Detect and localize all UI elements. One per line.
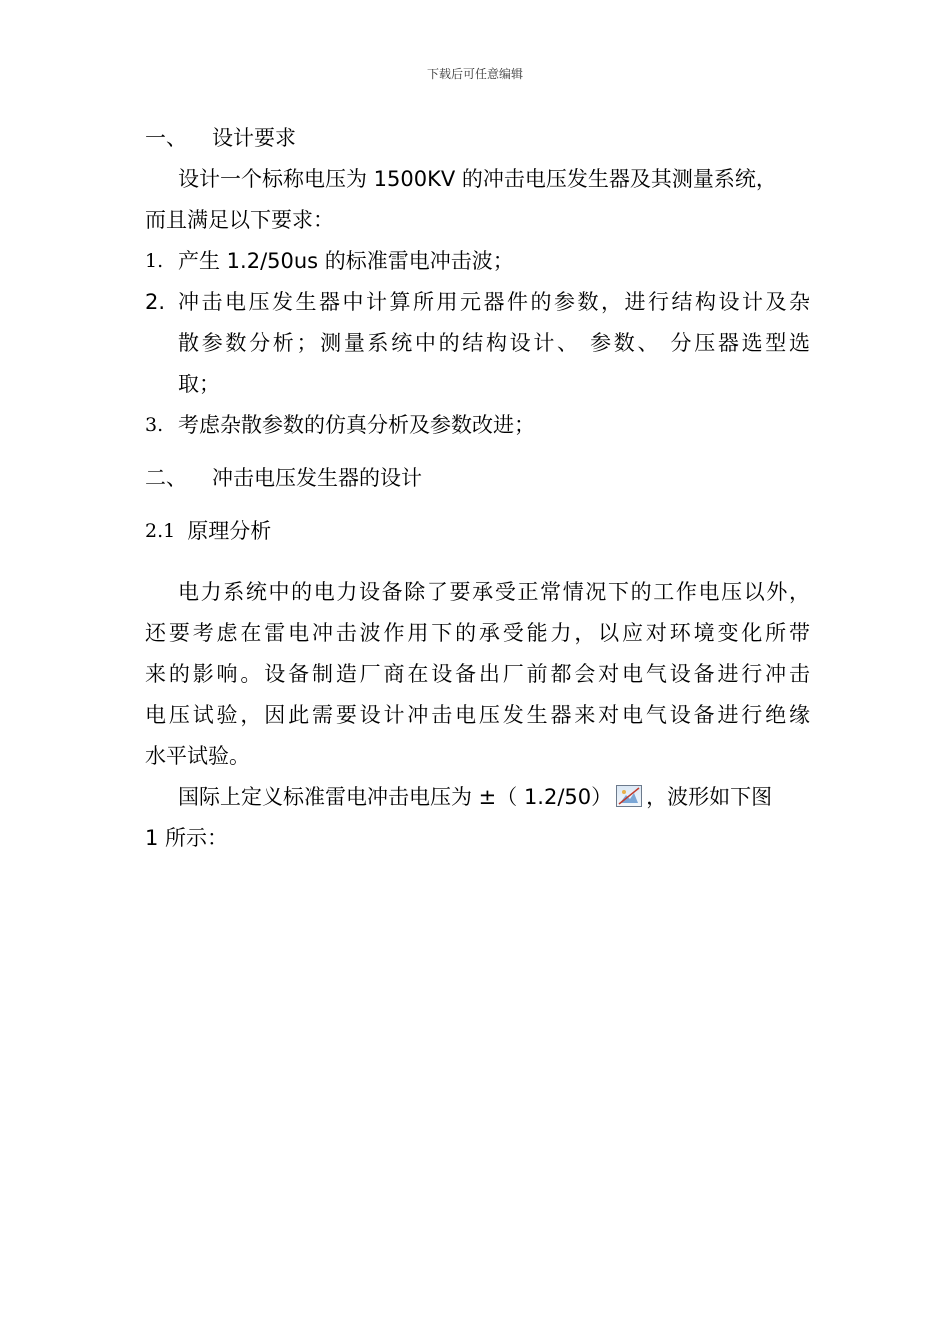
subsection-heading — [145, 511, 810, 552]
paragraph-line: 还要考虑在雷电冲击波作用下的承受能力，以应对环境变化所带 — [145, 621, 810, 645]
document-body — [145, 118, 810, 859]
subsection-title: 原理分析 — [187, 519, 272, 543]
subsection-number: 2.1 — [145, 520, 176, 542]
list-text: 产生 1.2/50us 的标准雷电冲击波； — [178, 249, 514, 273]
paragraph-line — [145, 777, 810, 818]
paragraph-line: 水平试验。 — [145, 744, 250, 768]
section-title: 冲击电压发生器的设计 — [212, 466, 422, 490]
paragraph-line: 来的影响。设备制造厂商在设备出厂前都会对电气设备进行冲击 — [145, 662, 810, 686]
section-number: 一、 — [145, 126, 187, 150]
list-number: 1. — [145, 250, 164, 272]
requirement-item — [145, 405, 810, 446]
intro-line-2: 而且满足以下要求： — [145, 208, 334, 232]
section-number: 二、 — [145, 466, 187, 490]
section-heading-1 — [145, 118, 810, 159]
paragraph-line: 电压试验，因此需要设计冲击电压发生器来对电气设备进行绝缘 — [145, 703, 810, 727]
requirement-item-continuation — [145, 364, 810, 405]
list-number: 3. — [145, 414, 164, 436]
requirement-item — [145, 282, 810, 323]
list-text: 考虑杂散参数的仿真分析及参数改进； — [178, 413, 535, 437]
list-text: 散参数分析；测量系统中的结构设计、 参数、 分压器选型选 — [178, 331, 810, 355]
paragraph-line: 1 所示： — [145, 826, 229, 850]
requirement-item — [145, 241, 810, 282]
waveform-text: ，波形如下图 — [646, 785, 773, 809]
section-title: 设计要求 — [212, 126, 296, 150]
standard-voltage-text: 国际上定义标准雷电冲击电压为 ±（ 1.2/50） — [178, 785, 613, 809]
section-heading-2 — [145, 458, 810, 499]
paragraph-line: 电力系统中的电力设备除了要承受正常情况下的工作电压以外， — [178, 580, 810, 604]
page-header-note: 下载后可任意编辑 — [426, 67, 523, 81]
requirement-item-continuation — [145, 323, 810, 364]
list-text: 冲击电压发生器中计算所用元器件的参数，进行结构设计及杂 — [178, 290, 810, 314]
broken-image-icon — [616, 785, 642, 807]
list-text: 取； — [178, 372, 220, 396]
list-number: 2. — [145, 290, 166, 314]
intro-line-1: 设计一个标称电压为 1500KV 的冲击电压发生器及其测量系统， — [178, 167, 777, 191]
